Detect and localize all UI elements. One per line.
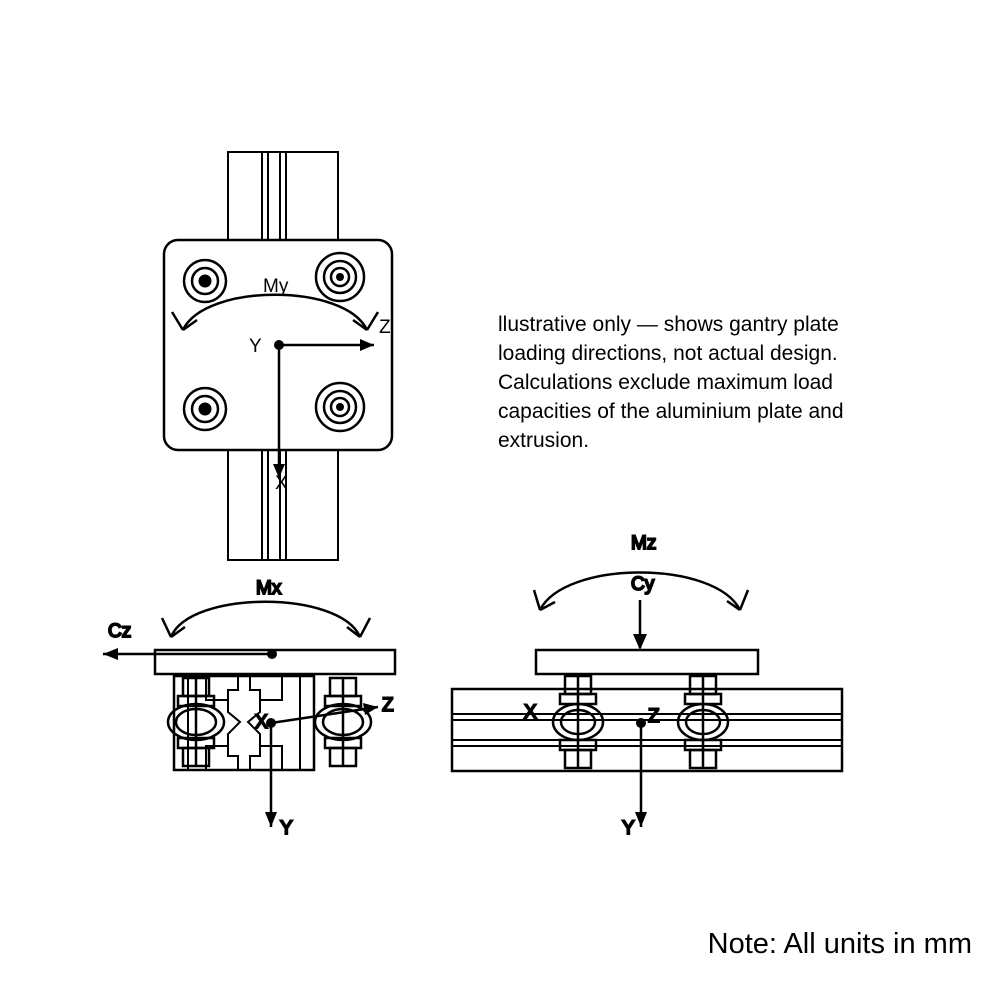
side-view-x-label: X (524, 702, 537, 723)
front-view (103, 578, 395, 839)
top-view-origin-label: Y (249, 336, 262, 357)
front-view-z-label: Z (382, 695, 394, 716)
front-view-roller-right (315, 678, 371, 766)
side-view-y-label: Y (622, 818, 635, 839)
front-view-y-label: Y (280, 818, 293, 839)
note-line-1: llustrative only — shows gantry plate (498, 313, 839, 336)
note-line-4: capacities of the aluminium plate and (498, 400, 844, 423)
illustrative-note (498, 310, 918, 455)
side-view-moment-label: Mz (631, 533, 657, 554)
note-line-5: extrusion. (498, 429, 590, 452)
front-view-cz-label: Cz (108, 621, 132, 642)
note-line-3: Calculations exclude maximum load (498, 371, 833, 394)
top-view-x-label: X (275, 473, 288, 494)
front-view-x-label: X (255, 712, 268, 733)
top-view-z-label: Z (379, 317, 391, 338)
front-view-moment-arc (162, 602, 370, 637)
side-view-z-label: Z (648, 706, 660, 727)
front-view-moment-label: Mx (256, 578, 282, 599)
side-view (452, 533, 842, 839)
side-view-cy-label: Cy (631, 574, 655, 595)
note-line-2: loading directions, not actual design. (498, 342, 838, 365)
side-view-cy-arrow (633, 600, 647, 650)
units-note: Note: All units in mm (707, 928, 972, 960)
top-view-moment-label: My (263, 276, 289, 297)
top-view (164, 152, 392, 560)
